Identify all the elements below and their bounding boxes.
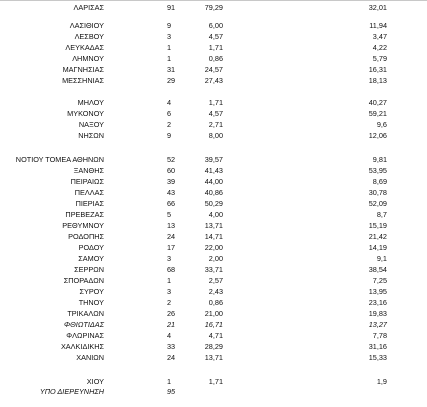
percentage-cell: 50,29 xyxy=(204,199,223,208)
rate-cell: 21,42 xyxy=(368,232,387,241)
percentage-cell: 13,71 xyxy=(204,353,223,362)
table-row xyxy=(0,176,427,187)
table-row xyxy=(0,119,427,130)
rate-cell: 9,81 xyxy=(372,155,387,164)
rate-cell: 52,09 xyxy=(368,199,387,208)
rate-cell: 19,83 xyxy=(368,309,387,318)
percentage-cell: 27,43 xyxy=(204,76,223,85)
case-count-cell: 21 xyxy=(167,320,176,329)
percentage-cell: 22,00 xyxy=(204,243,223,252)
rate-cell: 5,79 xyxy=(372,54,387,63)
case-count-cell: 1 xyxy=(167,377,172,386)
percentage-cell: 0,86 xyxy=(208,54,223,63)
region-name-cell: ΛΑΡΙΣΑΣ xyxy=(73,3,104,12)
table-row xyxy=(0,187,427,198)
percentage-cell: 2,00 xyxy=(208,254,223,263)
region-name-cell: ΜΥΚΟΝΟΥ xyxy=(67,109,104,118)
region-name-cell: ΜΕΣΣΗΝΙΑΣ xyxy=(62,76,104,85)
percentage-cell: 1,71 xyxy=(208,98,223,107)
case-count-cell: 3 xyxy=(167,32,172,41)
rate-cell: 59,21 xyxy=(368,109,387,118)
rate-cell: 3,47 xyxy=(372,32,387,41)
region-name-cell: ΦΘΙΩΤΙΔΑΣ xyxy=(64,320,104,329)
table-row xyxy=(0,209,427,220)
table-row xyxy=(0,31,427,42)
region-name-cell: ΦΛΩΡΙΝΑΣ xyxy=(66,331,104,340)
percentage-cell: 8,00 xyxy=(208,131,223,140)
case-count-cell: 39 xyxy=(167,177,176,186)
table-row xyxy=(0,2,427,13)
percentage-cell: 6,00 xyxy=(208,21,223,30)
region-name-cell: ΛΑΣΙΘΙΟΥ xyxy=(69,21,104,30)
table-row xyxy=(0,242,427,253)
rate-cell: 9,1 xyxy=(376,254,387,263)
region-name-cell: ΣΥΡΟΥ xyxy=(79,287,104,296)
rate-cell: 38,54 xyxy=(368,265,387,274)
case-count-cell: 26 xyxy=(167,309,176,318)
percentage-cell: 2,43 xyxy=(208,287,223,296)
region-name-cell: ΡΟΔΟΠΗΣ xyxy=(68,232,104,241)
region-name-cell: ΧΑΛΚΙΔΙΚΗΣ xyxy=(60,342,104,351)
top-divider xyxy=(0,0,427,1)
rate-cell: 1,9 xyxy=(376,377,387,386)
region-name-cell: ΣΕΡΡΩΝ xyxy=(74,265,104,274)
region-name-cell: ΝΑΞΟΥ xyxy=(78,120,104,129)
case-count-cell: 24 xyxy=(167,353,176,362)
rate-cell: 4,22 xyxy=(372,43,387,52)
case-count-cell: 6 xyxy=(167,109,172,118)
table-row xyxy=(0,264,427,275)
rate-cell: 8,7 xyxy=(376,210,387,219)
region-name-cell: ΠΕΛΛΑΣ xyxy=(74,188,104,197)
percentage-cell: 4,00 xyxy=(208,210,223,219)
percentage-cell: 33,71 xyxy=(204,265,223,274)
percentage-cell: 2,57 xyxy=(208,276,223,285)
rate-cell: 7,25 xyxy=(372,276,387,285)
rate-cell: 15,33 xyxy=(368,353,387,362)
rate-cell: 12,06 xyxy=(368,131,387,140)
region-name-cell: ΡΕΘΥΜΝΟΥ xyxy=(62,221,104,230)
table-row xyxy=(0,231,427,242)
percentage-cell: 40,86 xyxy=(204,188,223,197)
case-count-cell: 66 xyxy=(167,199,176,208)
table-row xyxy=(0,20,427,31)
table-row xyxy=(0,53,427,64)
rate-cell: 13,95 xyxy=(368,287,387,296)
case-count-cell: 13 xyxy=(167,221,176,230)
rate-cell: 53,95 xyxy=(368,166,387,175)
table-row xyxy=(0,253,427,264)
region-name-cell: ΛΗΜΝΟΥ xyxy=(72,54,104,63)
rate-cell: 13,27 xyxy=(368,320,387,329)
table-row xyxy=(0,64,427,75)
rate-cell: 7,78 xyxy=(372,331,387,340)
region-name-cell: ΝΟΤΙΟΥ ΤΟΜΕΑ ΑΘΗΝΩΝ xyxy=(15,155,104,164)
rate-cell: 11,94 xyxy=(369,21,387,30)
table-row xyxy=(0,198,427,209)
table-row xyxy=(0,341,427,352)
percentage-cell: 44,00 xyxy=(204,177,223,186)
case-count-cell: 1 xyxy=(167,276,172,285)
table-row xyxy=(0,386,427,397)
table-row xyxy=(0,286,427,297)
case-count-cell: 24 xyxy=(167,232,176,241)
case-count-cell: 31 xyxy=(167,65,176,74)
rate-cell: 31,16 xyxy=(368,342,387,351)
rate-cell: 16,31 xyxy=(368,65,387,74)
region-name-cell: ΠΕΙΡΑΙΩΣ xyxy=(70,177,104,186)
case-count-cell: 5 xyxy=(167,210,172,219)
percentage-cell: 1,71 xyxy=(208,43,223,52)
rate-cell: 15,19 xyxy=(368,221,387,230)
table-row xyxy=(0,130,427,141)
table-row xyxy=(0,275,427,286)
percentage-cell: 79,29 xyxy=(204,3,223,12)
percentage-cell: 1,71 xyxy=(208,377,223,386)
case-count-cell: 2 xyxy=(167,298,172,307)
percentage-cell: 2,71 xyxy=(208,120,223,129)
percentage-cell: 21,00 xyxy=(204,309,223,318)
case-count-cell: 43 xyxy=(167,188,176,197)
region-name-cell: ΤΗΝΟΥ xyxy=(78,298,104,307)
case-count-cell: 33 xyxy=(167,342,176,351)
percentage-cell: 13,71 xyxy=(204,221,223,230)
table-row xyxy=(0,330,427,341)
percentage-cell: 28,29 xyxy=(204,342,223,351)
rate-cell: 9,6 xyxy=(376,120,387,129)
region-name-cell: ΥΠΟ ΔΙΕΡΕΥΝΗΣΗ xyxy=(39,387,104,396)
case-count-cell: 1 xyxy=(167,54,172,63)
region-name-cell: ΧΙΟΥ xyxy=(86,377,104,386)
percentage-cell: 41,43 xyxy=(204,166,223,175)
case-count-cell: 4 xyxy=(167,331,172,340)
case-count-cell: 2 xyxy=(167,120,172,129)
table-row xyxy=(0,220,427,231)
percentage-cell: 4,71 xyxy=(208,331,223,340)
case-count-cell: 1 xyxy=(167,43,172,52)
rate-cell: 23,16 xyxy=(368,298,387,307)
region-name-cell: ΠΙΕΡΙΑΣ xyxy=(75,199,104,208)
case-count-cell: 3 xyxy=(167,287,172,296)
case-count-cell: 17 xyxy=(167,243,176,252)
case-count-cell: 9 xyxy=(167,21,172,30)
table-row xyxy=(0,165,427,176)
table-row xyxy=(0,75,427,86)
region-name-cell: ΡΟΔΟΥ xyxy=(78,243,104,252)
region-name-cell: ΛΕΥΚΑΔΑΣ xyxy=(65,43,104,52)
table-row xyxy=(0,42,427,53)
region-name-cell: ΝΗΣΩΝ xyxy=(78,131,104,140)
rate-cell: 8,69 xyxy=(372,177,387,186)
percentage-cell: 16,71 xyxy=(204,320,223,329)
percentage-cell: 24,57 xyxy=(204,65,223,74)
case-count-cell: 52 xyxy=(167,155,176,164)
case-count-cell: 9 xyxy=(167,131,172,140)
region-name-cell: ΣΠΟΡΑΔΩΝ xyxy=(63,276,104,285)
region-name-cell: ΜΗΛΟΥ xyxy=(77,98,104,107)
percentage-cell: 0,86 xyxy=(208,298,223,307)
region-name-cell: ΜΑΓΝΗΣΙΑΣ xyxy=(62,65,104,74)
case-count-cell: 95 xyxy=(167,387,176,396)
percentage-cell: 39,57 xyxy=(204,155,223,164)
region-name-cell: ΛΕΣΒΟΥ xyxy=(74,32,104,41)
table-row xyxy=(0,297,427,308)
table-row xyxy=(0,319,427,330)
region-name-cell: ΞΑΝΘΗΣ xyxy=(73,166,104,175)
rate-cell: 14,19 xyxy=(368,243,387,252)
rate-cell: 32,01 xyxy=(368,3,387,12)
rate-cell: 40,27 xyxy=(368,98,387,107)
percentage-cell: 4,57 xyxy=(208,32,223,41)
case-count-cell: 3 xyxy=(167,254,172,263)
region-name-cell: ΠΡΕΒΕΖΑΣ xyxy=(65,210,104,219)
case-count-cell: 91 xyxy=(167,3,176,12)
case-count-cell: 60 xyxy=(167,166,176,175)
case-count-cell: 29 xyxy=(167,76,176,85)
region-name-cell: ΧΑΝΙΩΝ xyxy=(76,353,104,362)
table-row xyxy=(0,97,427,108)
region-name-cell: ΤΡΙΚΑΛΩΝ xyxy=(67,309,104,318)
region-name-cell: ΣΑΜΟΥ xyxy=(78,254,104,263)
case-count-cell: 4 xyxy=(167,98,172,107)
table-row xyxy=(0,154,427,165)
rate-cell: 30,78 xyxy=(368,188,387,197)
table-row xyxy=(0,308,427,319)
percentage-cell: 4,57 xyxy=(208,109,223,118)
table-row xyxy=(0,352,427,363)
rate-cell: 18,13 xyxy=(368,76,387,85)
case-count-cell: 68 xyxy=(167,265,176,274)
percentage-cell: 14,71 xyxy=(204,232,223,241)
table-row xyxy=(0,108,427,119)
